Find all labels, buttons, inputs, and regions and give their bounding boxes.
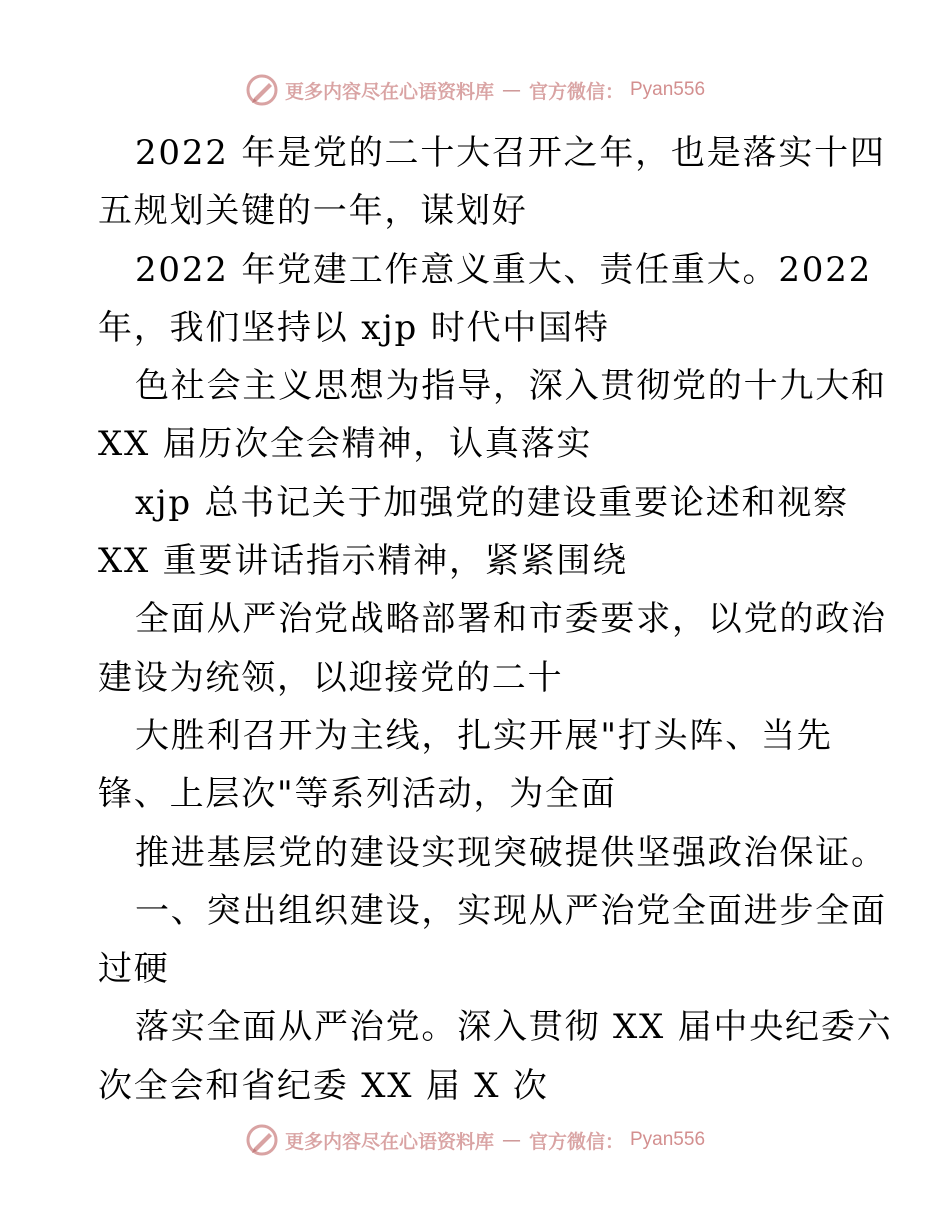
header-watermark	[0, 70, 950, 110]
text-line: 全面从严治党战略部署和市委要求，以党的政治	[135, 599, 887, 640]
footer-watermark	[0, 1120, 950, 1160]
pen-logo-icon	[245, 73, 279, 107]
watermark-separator: —	[501, 1129, 521, 1151]
text-line: 建设为统领，以迎接党的二十	[98, 657, 564, 698]
watermark-contact-id: Pyan556	[630, 79, 706, 100]
watermark-contact-label: 官方微信：	[528, 80, 624, 103]
pen-logo-icon	[245, 1123, 279, 1157]
watermark-separator: —	[501, 79, 521, 101]
text-line: XX 届历次全会精神，认真落实	[98, 424, 593, 465]
watermark-contact-label: 官方微信：	[528, 1130, 624, 1153]
text-line: 五规划关键的一年，谋划好	[98, 191, 528, 232]
text-line: 锋、上层次"等系列活动，为全面	[98, 774, 617, 815]
text-line: 年，我们坚持以 xjp 时代中国特	[98, 307, 610, 348]
text-line: 2022 年是党的二十大召开之年，也是落实十四	[135, 133, 886, 173]
watermark-text: 更多内容尽在心语资料库	[284, 80, 494, 103]
section-heading-line: 一、突出组织建设，实现从严治党全面进步全面	[135, 890, 887, 931]
text-line: 推进基层党的建设实现突破提供坚强政治保证。	[135, 832, 887, 873]
text-line: 2022 年党建工作意义重大、责任重大。2022	[135, 249, 873, 290]
section-heading-line: 过硬	[98, 949, 170, 990]
text-line: XX 重要讲话指示精神，紧紧围绕	[98, 541, 629, 582]
text-line: 落实全面从严治党。深入贯彻 XX 届中央纪委六	[135, 1007, 893, 1048]
watermark-text: 更多内容尽在心语资料库	[284, 1130, 494, 1153]
text-line: 大胜利召开为主线，扎实开展"打头阵、当先	[135, 715, 833, 756]
document-body	[98, 124, 893, 1115]
text-line: xjp 总书记关于加强党的建设重要论述和视察	[135, 482, 849, 523]
watermark-contact-id: Pyan556	[630, 1129, 706, 1150]
text-line: 次全会和省纪委 XX 届 X 次	[98, 1065, 549, 1106]
text-line: 色社会主义思想为指导，深入贯彻党的十九大和	[135, 366, 887, 407]
